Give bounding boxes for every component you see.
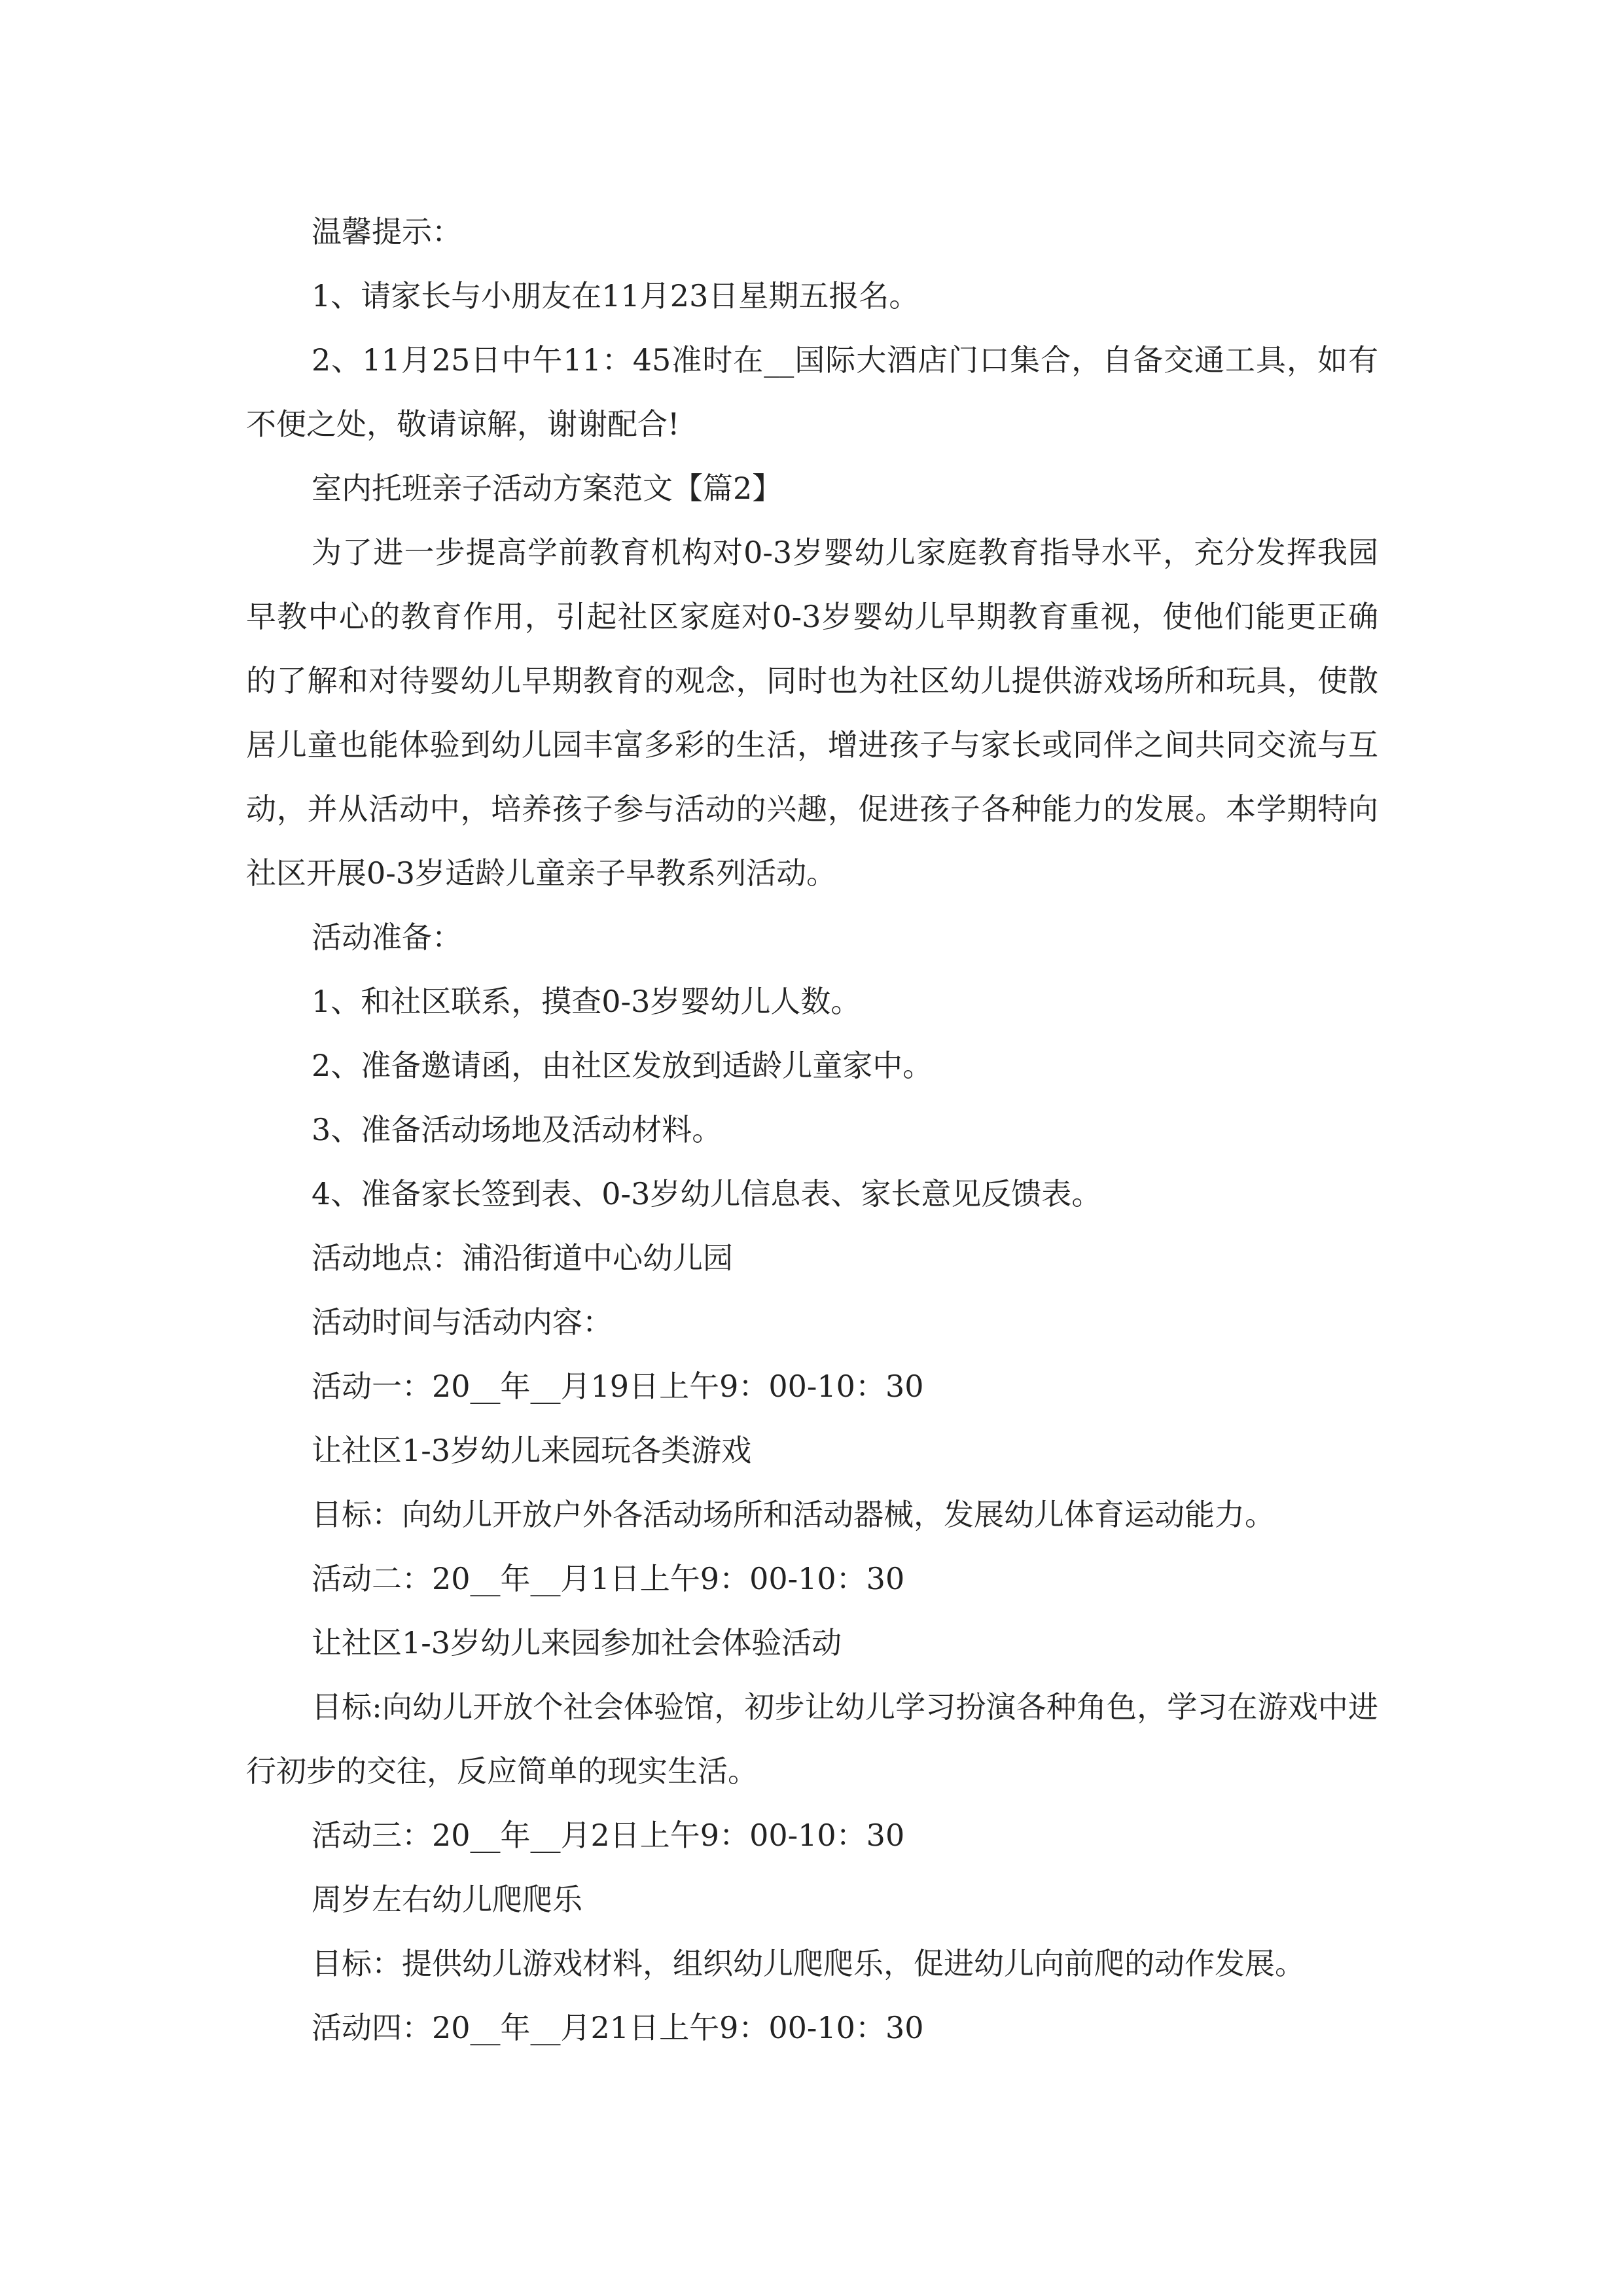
activity-location: 活动地点：浦沿街道中心幼儿园: [312, 1240, 733, 1276]
intro-paragraph: 为了进一步提高学前教育机构对0-3岁婴幼儿家庭教育指导水平，充分发挥我园早教中心的教育作用，引起社区家庭对0-3岁婴幼儿早期教育重视，使他们能更正确的了解和对待婴幼儿早期教育的观念，同时也为社区幼儿提供游戏场所和玩具，使散居儿童也能体验到幼儿园丰富多彩的生活，增进孩子与家长或同伴之间共同交流与互动，并从活动中，培养孩子参与活动的兴趣，促进孩子各种能力的发展。本学期特向社区开展0-3岁适龄儿童亲子早教系列活动。: [246, 535, 1378, 891]
tip-item-1: 1、请家长与小朋友在11月23日星期五报名。: [312, 278, 919, 314]
tips-heading: 温馨提示：: [312, 214, 462, 249]
activity-2-time: 活动二：20__年__月1日上午9：00-10：30: [312, 1561, 905, 1596]
activity-3-time: 活动三：20__年__月2日上午9：00-10：30: [312, 1818, 905, 1853]
activity-2-goal: 目标:向幼儿开放个社会体验馆，初步让幼儿学习扮演各种角色，学习在游戏中进行初步的交往，反应简单的现实生活。: [246, 1689, 1378, 1789]
activity-1-goal: 目标：向幼儿开放户外各活动场所和活动器械，发展幼儿体育运动能力。: [312, 1497, 1275, 1532]
schedule-heading: 活动时间与活动内容：: [312, 1304, 613, 1340]
preparation-item-2: 2、准备邀请函，由社区发放到适龄儿童家中。: [312, 1048, 933, 1083]
activity-3-goal: 目标：提供幼儿游戏材料，组织幼儿爬爬乐，促进幼儿向前爬的动作发展。: [312, 1946, 1305, 1981]
preparation-item-3: 3、准备活动场地及活动材料。: [312, 1112, 722, 1147]
section-title: 室内托班亲子活动方案范文【篇2】: [312, 471, 783, 506]
tip-item-2: 2、11月25日中午11：45准时在__国际大酒店门口集合，自备交通工具，如有不便之处，敬请谅解，谢谢配合!: [246, 342, 1378, 442]
document-body: [246, 200, 1378, 2060]
activity-2-title: 让社区1-3岁幼儿来园参加社会体验活动: [312, 1625, 842, 1660]
preparation-heading: 活动准备：: [312, 920, 462, 955]
preparation-item-1: 1、和社区联系，摸查0-3岁婴幼儿人数。: [312, 984, 861, 1019]
activity-3-title: 周岁左右幼儿爬爬乐: [312, 1882, 582, 1917]
activity-1-title: 让社区1-3岁幼儿来园玩各类游戏: [312, 1433, 752, 1468]
activity-1-time: 活动一：20__年__月19日上午9：00-10：30: [312, 1369, 924, 1404]
activity-4-time: 活动四：20__年__月21日上午9：00-10：30: [312, 2010, 924, 2045]
preparation-item-4: 4、准备家长签到表、0-3岁幼儿信息表、家长意见反馈表。: [312, 1176, 1102, 1211]
